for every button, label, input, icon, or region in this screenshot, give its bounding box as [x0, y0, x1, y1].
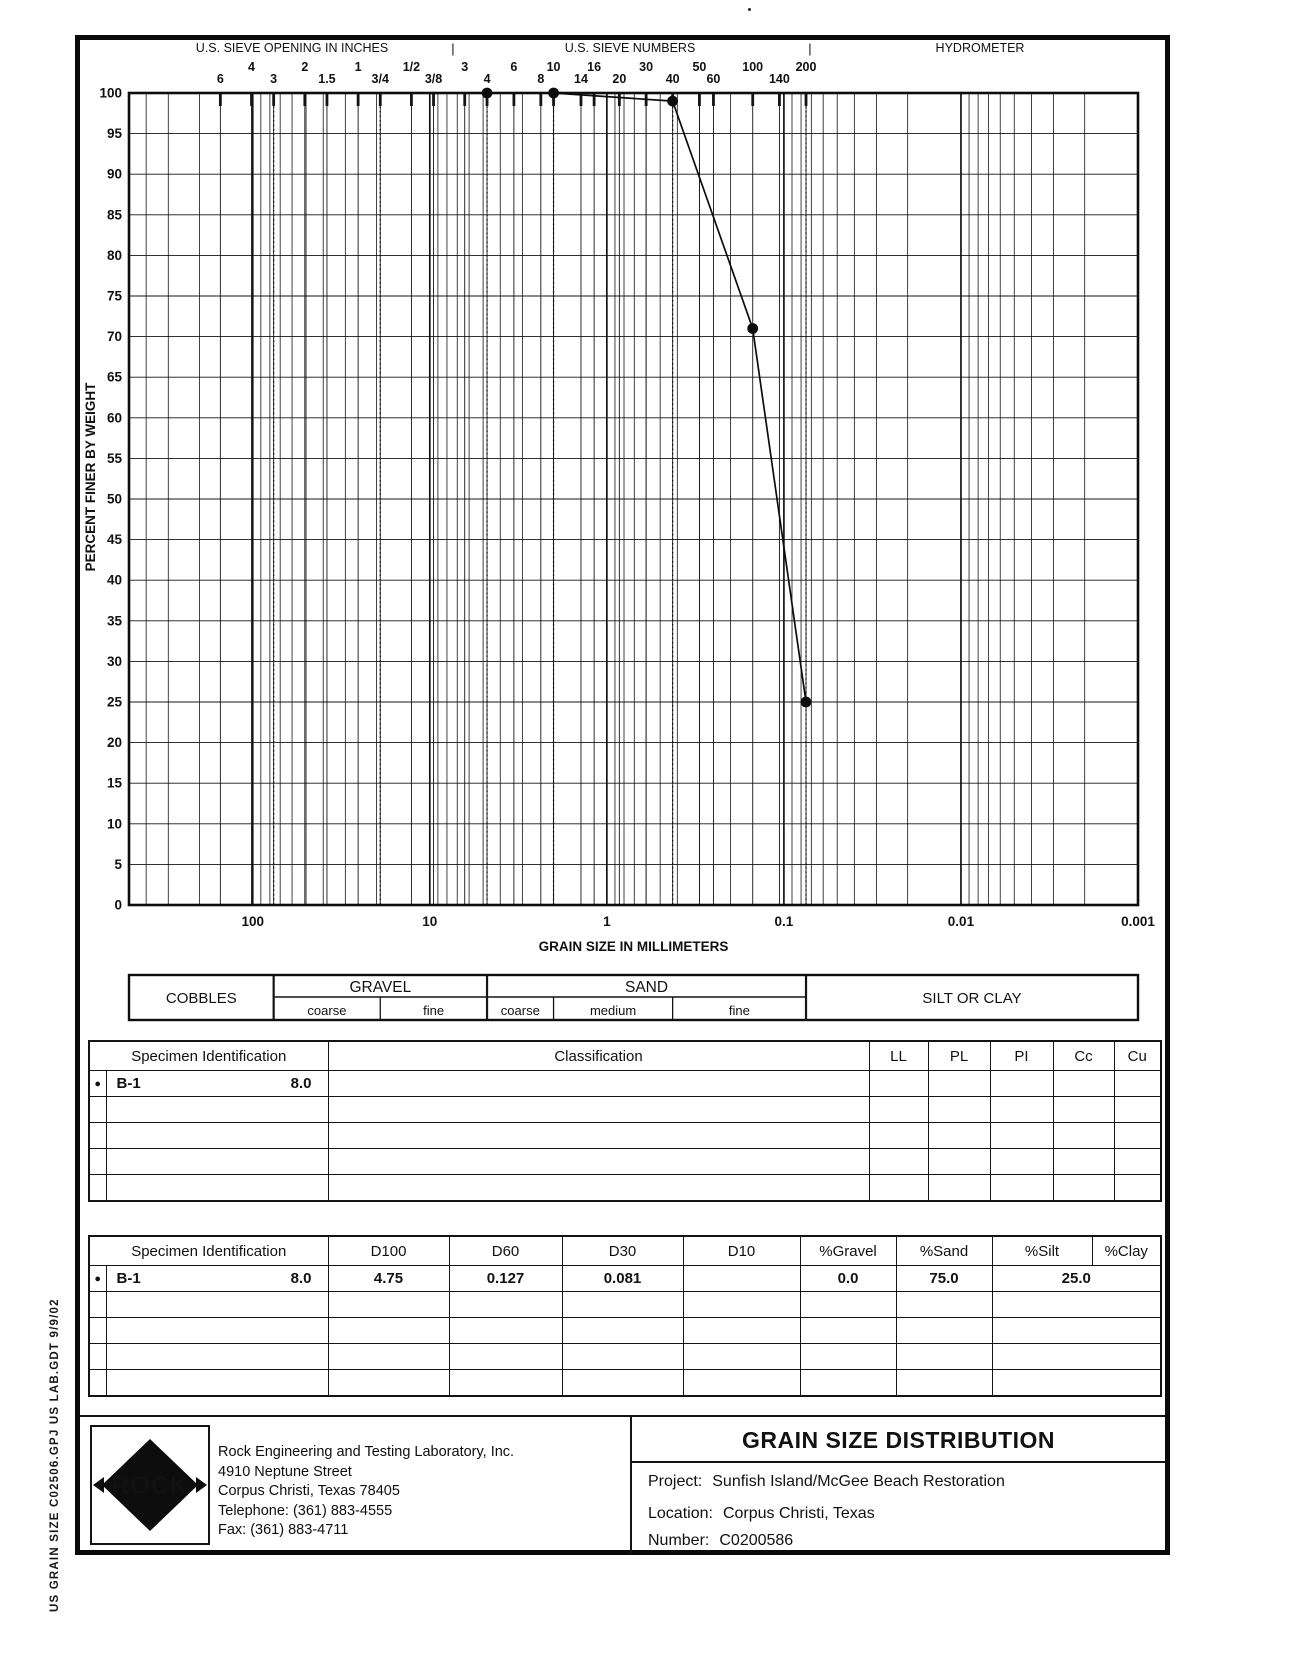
- svg-text:fine: fine: [728, 1003, 750, 1018]
- grain-size-chart: [75, 35, 1170, 1035]
- number-row: [632, 1529, 1165, 1553]
- table-cell: [449, 1292, 562, 1318]
- svg-text:GRAVEL: GRAVEL: [349, 979, 412, 996]
- sand-cell: 75.0: [896, 1266, 992, 1292]
- table-cell: [562, 1344, 683, 1370]
- svg-text:50: 50: [692, 60, 707, 74]
- classification-cell: [328, 1071, 869, 1097]
- table-cell: [1114, 1123, 1161, 1149]
- svg-text:SILT OR CLAY: SILT OR CLAY: [922, 990, 1022, 1007]
- table-cell: [89, 1123, 106, 1149]
- table-cell: [328, 1123, 869, 1149]
- table-cell: [869, 1149, 928, 1175]
- table-cell: [106, 1123, 328, 1149]
- table-cell: [928, 1097, 990, 1123]
- table-cell: [89, 1175, 106, 1202]
- table-cell: [800, 1344, 896, 1370]
- svg-text:50: 50: [106, 491, 122, 507]
- table-cell: [896, 1370, 992, 1397]
- svg-text:15: 15: [106, 775, 122, 791]
- svg-text:0.01: 0.01: [947, 914, 975, 929]
- svg-text:6: 6: [216, 72, 224, 86]
- svg-text:20: 20: [106, 735, 122, 751]
- data-point-marker: [747, 323, 758, 334]
- table-row-blank: [89, 1318, 1161, 1344]
- svg-text:20: 20: [612, 72, 627, 86]
- svg-text:|: |: [451, 41, 455, 56]
- svg-text:HYDROMETER: HYDROMETER: [935, 41, 1025, 55]
- table-cell: [106, 1370, 328, 1397]
- svg-text:95: 95: [106, 126, 122, 142]
- table-cell: [1053, 1175, 1114, 1202]
- sidebar-file-stamp: US GRAIN SIZE C02506.GPJ US LAB.GDT 9/9/02: [49, 1298, 61, 1612]
- table-cell: [992, 1318, 1161, 1344]
- svg-text:PERCENT FINER BY WEIGHT: PERCENT FINER BY WEIGHT: [83, 382, 98, 572]
- table-cell: [106, 1318, 328, 1344]
- classification-table: [88, 1040, 1162, 1202]
- table-cell: [106, 1097, 328, 1123]
- table-cell: [800, 1318, 896, 1344]
- svg-text:60: 60: [106, 410, 122, 426]
- svg-text:3: 3: [461, 60, 469, 74]
- table-cell: [683, 1292, 800, 1318]
- svg-text:3/8: 3/8: [424, 72, 443, 86]
- header-clay: %Clay: [1092, 1236, 1161, 1266]
- company-fax: Fax: (361) 883-4711: [218, 1522, 349, 1538]
- svg-text:100: 100: [241, 914, 265, 929]
- svg-text:100: 100: [742, 60, 764, 74]
- table-cell: [990, 1149, 1053, 1175]
- table-cell: [106, 1149, 328, 1175]
- gradation-table: [88, 1235, 1162, 1397]
- table-cell: [89, 1370, 106, 1397]
- table-cell: [869, 1097, 928, 1123]
- svg-text:75: 75: [106, 288, 122, 304]
- report-title: GRAIN SIZE DISTRIBUTION: [632, 1417, 1165, 1463]
- svg-text:40: 40: [665, 72, 680, 86]
- table-cell: [328, 1292, 449, 1318]
- table-cell: [990, 1123, 1053, 1149]
- data-point-marker: [667, 96, 678, 107]
- svg-text:1: 1: [354, 60, 362, 74]
- svg-text:8: 8: [537, 72, 545, 86]
- ll-cell: [869, 1071, 928, 1097]
- project-value: Sunfish Island/McGee Beach Restoration: [712, 1473, 1005, 1490]
- table-cell: [328, 1370, 449, 1397]
- header-specimen: Specimen Identification: [89, 1041, 328, 1071]
- table-cell: [683, 1318, 800, 1344]
- svg-text:3/4: 3/4: [371, 72, 389, 86]
- footer: [80, 1415, 1165, 1553]
- header-sand: %Sand: [896, 1236, 992, 1266]
- svg-text:100: 100: [99, 85, 122, 101]
- data-point-marker: [801, 697, 812, 708]
- table-cell: [683, 1344, 800, 1370]
- table-cell: [992, 1344, 1161, 1370]
- number-value: C0200586: [719, 1532, 794, 1549]
- table-cell: [449, 1344, 562, 1370]
- table-cell: [990, 1097, 1053, 1123]
- table-cell: [683, 1370, 800, 1397]
- gravel-cell: 0.0: [800, 1266, 896, 1292]
- specimen-id-cell: [106, 1071, 328, 1097]
- table-cell: [928, 1149, 990, 1175]
- svg-text:4: 4: [248, 60, 256, 74]
- d100-cell: 4.75: [328, 1266, 449, 1292]
- table-cell: [328, 1149, 869, 1175]
- table-cell: [896, 1344, 992, 1370]
- table-row-blank: [89, 1097, 1161, 1123]
- svg-text:1: 1: [603, 914, 611, 929]
- table-row-blank: [89, 1370, 1161, 1397]
- table-cell: [800, 1292, 896, 1318]
- svg-text:GRAIN SIZE IN MILLIMETERS: GRAIN SIZE IN MILLIMETERS: [538, 939, 729, 954]
- table-cell: [89, 1149, 106, 1175]
- table-row-blank: [89, 1123, 1161, 1149]
- svg-text:medium: medium: [589, 1003, 637, 1018]
- svg-text:6: 6: [510, 60, 518, 74]
- svg-text:70: 70: [106, 329, 122, 345]
- svg-text:200: 200: [795, 60, 817, 74]
- svg-text:80: 80: [106, 247, 122, 263]
- table-cell: [106, 1292, 328, 1318]
- svg-text:fine: fine: [423, 1003, 445, 1018]
- header-ll: LL: [869, 1041, 928, 1071]
- table-cell: [1053, 1097, 1114, 1123]
- svg-text:35: 35: [106, 613, 122, 629]
- project-row: [632, 1465, 1165, 1499]
- pi-cell: [990, 1071, 1053, 1097]
- table-cell: [106, 1344, 328, 1370]
- table-row: [89, 1266, 1161, 1292]
- table-cell: [328, 1175, 869, 1202]
- svg-text:55: 55: [106, 450, 122, 466]
- svg-text:2: 2: [301, 60, 309, 74]
- svg-text:3: 3: [270, 72, 278, 86]
- svg-text:45: 45: [106, 532, 122, 548]
- table-cell: [896, 1292, 992, 1318]
- row-marker: ●: [89, 1266, 106, 1292]
- svg-text:40: 40: [106, 572, 122, 588]
- header-pi: PI: [990, 1041, 1053, 1071]
- svg-text:coarse: coarse: [307, 1003, 347, 1018]
- specimen-depth: 8.0: [290, 1075, 312, 1092]
- table-cell: [89, 1097, 106, 1123]
- svg-text:30: 30: [106, 653, 122, 669]
- table-cell: [1114, 1097, 1161, 1123]
- table-cell: [89, 1318, 106, 1344]
- project-label: Project:: [648, 1473, 703, 1490]
- svg-text:65: 65: [106, 369, 122, 385]
- footer-project-block: [630, 1417, 1165, 1553]
- svg-text:16: 16: [587, 60, 602, 74]
- location-row: [632, 1499, 1165, 1529]
- rock-logo-icon: [92, 1427, 208, 1543]
- svg-text:SAND: SAND: [624, 979, 669, 996]
- svg-text:10: 10: [106, 816, 122, 832]
- svg-text:30: 30: [639, 60, 654, 74]
- table-row-blank: [89, 1344, 1161, 1370]
- location-label: Location:: [648, 1505, 713, 1522]
- footer-company-block: [80, 1417, 630, 1553]
- table-cell: [869, 1123, 928, 1149]
- table-cell: [1114, 1149, 1161, 1175]
- table-cell: [106, 1175, 328, 1202]
- header-cu: Cu: [1114, 1041, 1161, 1071]
- svg-text:10: 10: [546, 60, 561, 74]
- cu-cell: [1114, 1071, 1161, 1097]
- header-silt: %Silt: [992, 1236, 1092, 1266]
- svg-text:1/2: 1/2: [402, 60, 421, 74]
- svg-text:90: 90: [106, 166, 122, 182]
- svg-text:U.S. SIEVE NUMBERS: U.S. SIEVE NUMBERS: [564, 41, 696, 55]
- header-d30: D30: [562, 1236, 683, 1266]
- silt-clay-cell: 25.0: [992, 1266, 1161, 1292]
- d30-cell: 0.081: [562, 1266, 683, 1292]
- company-name: Rock Engineering and Testing Laboratory, Inc.: [218, 1444, 515, 1460]
- svg-text:1.5: 1.5: [318, 72, 336, 86]
- header-pl: PL: [928, 1041, 990, 1071]
- table-cell: [328, 1097, 869, 1123]
- d10-cell: [683, 1266, 800, 1292]
- table-header-row: [89, 1236, 1161, 1266]
- number-label: Number:: [648, 1532, 710, 1549]
- specimen-id: B-1: [116, 1075, 141, 1092]
- cc-cell: [1053, 1071, 1114, 1097]
- svg-text:140: 140: [768, 72, 790, 86]
- header-cc: Cc: [1053, 1041, 1114, 1071]
- table-cell: [1114, 1175, 1161, 1202]
- table-cell: [869, 1175, 928, 1202]
- svg-text:coarse: coarse: [500, 1003, 540, 1018]
- company-city: Corpus Christi, Texas 78405: [218, 1483, 400, 1499]
- data-point-marker: [482, 88, 493, 99]
- svg-text:0: 0: [114, 897, 122, 913]
- svg-text:U.S. SIEVE OPENING IN INCHES: U.S. SIEVE OPENING IN INCHES: [195, 41, 389, 55]
- table-cell: [562, 1370, 683, 1397]
- table-row-blank: [89, 1292, 1161, 1318]
- svg-text:85: 85: [106, 207, 122, 223]
- svg-text:|: |: [808, 41, 812, 56]
- header-gravel: %Gravel: [800, 1236, 896, 1266]
- specimen-depth: 8.0: [290, 1270, 312, 1287]
- svg-text:0.001: 0.001: [1121, 914, 1155, 929]
- logo-text: ROCK: [111, 1472, 189, 1500]
- company-address: [218, 1443, 514, 1541]
- svg-text:14: 14: [574, 72, 588, 86]
- company-phone: Telephone: (361) 883-4555: [218, 1502, 393, 1519]
- header-specimen: Specimen Identification: [89, 1236, 328, 1266]
- svg-text:COBBLES: COBBLES: [165, 990, 237, 1007]
- table-cell: [1053, 1123, 1114, 1149]
- data-point-marker: [548, 88, 559, 99]
- table-cell: [449, 1318, 562, 1344]
- table-header-row: [89, 1041, 1161, 1071]
- svg-text:0.1: 0.1: [774, 914, 794, 929]
- table-cell: [89, 1292, 106, 1318]
- svg-text:25: 25: [106, 694, 122, 710]
- table-cell: [449, 1370, 562, 1397]
- table-cell: [562, 1292, 683, 1318]
- scan-speck: [748, 8, 751, 11]
- pl-cell: [928, 1071, 990, 1097]
- location-value: Corpus Christi, Texas: [722, 1505, 875, 1522]
- table-cell: [562, 1318, 683, 1344]
- table-cell: [928, 1175, 990, 1202]
- svg-text:4: 4: [483, 72, 491, 86]
- table-cell: [800, 1370, 896, 1397]
- svg-text:5: 5: [114, 856, 122, 872]
- table-cell: [990, 1175, 1053, 1202]
- company-logo: [90, 1425, 210, 1545]
- d60-cell: 0.127: [449, 1266, 562, 1292]
- header-d10: D10: [683, 1236, 800, 1266]
- table-row: [89, 1071, 1161, 1097]
- table-cell: [1053, 1149, 1114, 1175]
- row-marker: ●: [89, 1071, 106, 1097]
- table-row-blank: [89, 1149, 1161, 1175]
- header-d100: D100: [328, 1236, 449, 1266]
- table-cell: [89, 1344, 106, 1370]
- table-cell: [928, 1123, 990, 1149]
- company-street: 4910 Neptune Street: [218, 1463, 352, 1480]
- table-cell: [992, 1292, 1161, 1318]
- table-cell: [328, 1318, 449, 1344]
- table-cell: [992, 1370, 1161, 1397]
- table-cell: [896, 1318, 992, 1344]
- specimen-id-cell: [106, 1266, 328, 1292]
- header-d60: D60: [449, 1236, 562, 1266]
- specimen-id: B-1: [116, 1270, 141, 1287]
- table-row-blank: [89, 1175, 1161, 1202]
- table-cell: [328, 1344, 449, 1370]
- svg-text:60: 60: [706, 72, 721, 86]
- svg-text:10: 10: [422, 914, 438, 929]
- header-classification: Classification: [328, 1041, 869, 1071]
